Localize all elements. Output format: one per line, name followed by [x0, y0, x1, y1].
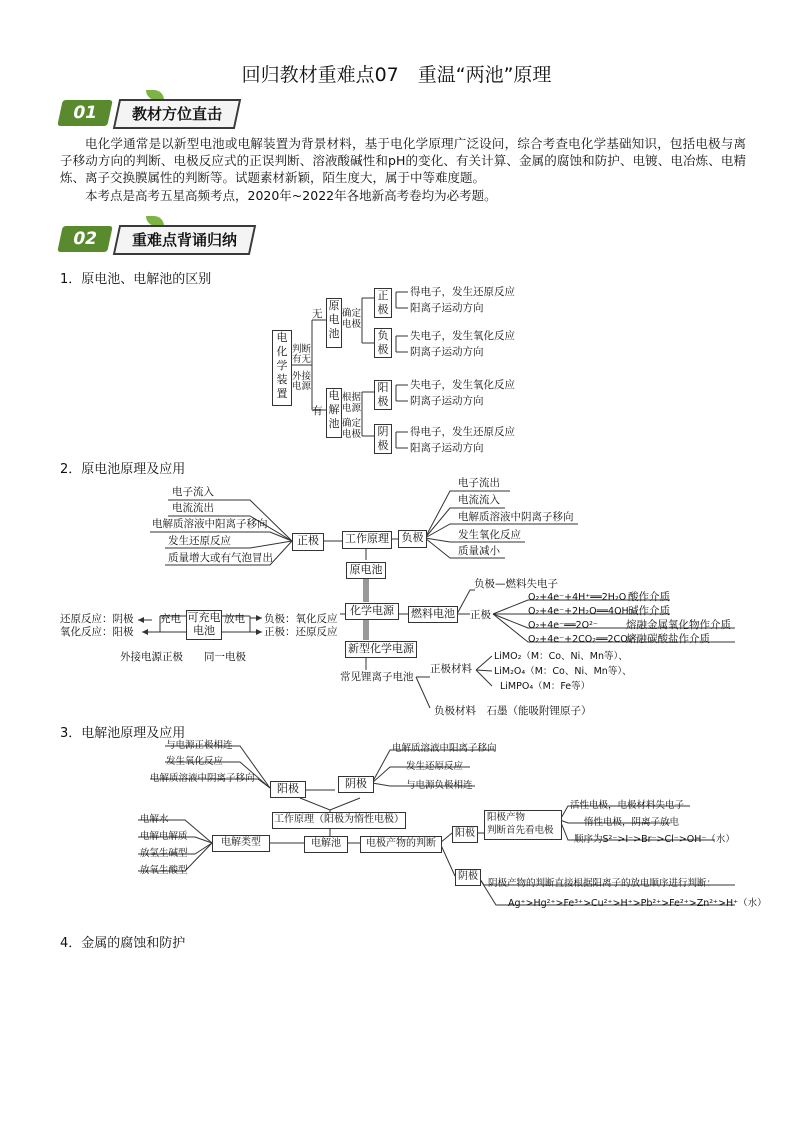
box-positive: 正极 [374, 288, 392, 318]
d2-text: 质量减小 [458, 545, 500, 557]
d2-text: 负极材料 石墨（能吸附锂原子） [434, 705, 592, 717]
label-none: 无 [312, 308, 323, 320]
d1-text: 阴离子运动方向 [410, 346, 484, 358]
d2-text: LiMPO₄（M：Fe等） [500, 681, 591, 692]
box-positive: 正极 [292, 533, 324, 551]
d3-text: 与电源正极相连 [166, 740, 233, 751]
section-label: 教材方位直击 [113, 99, 241, 129]
d1-text: 阴离子运动方向 [410, 395, 484, 407]
d3-text: 活性电极，电极材料失电子 [570, 800, 685, 811]
d3-text: 放氢生碱型 [140, 848, 188, 859]
box-electrode-product: 电极产物的判断 [360, 836, 442, 853]
d2-text: 电解质溶液中阴离子移向 [458, 511, 574, 523]
intro-paragraph: 电化学通常是以新型电池或电解装置为背景材料，基于电化学原理广泛设问，综合考查电化学基础知识，包括电极与离子移动方向的判断、电极反应式的正误判断、溶液酸碱性和pH的变化、有关计算、金属的腐蚀和防护、电镀、电冶炼、电精炼、离子交换膜属性的判断等。试题素材新颖，陌生度大，属于中等难度题。 [60, 136, 746, 185]
equation: O₂+4e⁻+2H₂O══4OH⁻ [528, 606, 634, 617]
d2-text: 正极：还原反应 [264, 626, 338, 638]
box-anode: 阳极 [374, 380, 392, 410]
d3-text: 电解质溶液中阳离子移向 [392, 743, 497, 754]
d3-text: 顺序为S²⁻>I⁻>Br⁻>Cl⁻>OH⁻（水） [574, 834, 735, 845]
d2-text: 负极—燃料失电子 [474, 578, 558, 590]
d2-text: 熔融金属氧化物作介质 [626, 619, 731, 631]
heading-2: 2．原电池原理及应用 [60, 462, 186, 477]
section-number: 02 [57, 226, 113, 252]
label-external-power: 外接电源 [292, 371, 312, 392]
box-anode-product [484, 810, 562, 840]
d3-text: 电解质溶液中阴离子移向 [150, 773, 255, 784]
d2-text: 发生氧化反应 [458, 529, 521, 541]
box-rechargeable-battery: 可充电电池 [186, 610, 222, 640]
d3-text: 发生还原反应 [406, 761, 464, 772]
d2-text: 充电 [160, 613, 181, 625]
box-cathode: 阴极 [338, 776, 374, 793]
d2-text: 正极材料 [430, 663, 472, 675]
box-electrolysis-type: 电解类型 [212, 835, 270, 852]
d2-text: 电流流出 [172, 502, 214, 514]
d1-text: 失电子，发生氧化反应 [410, 379, 515, 391]
box-new-chemical-power: 新型化学电源 [345, 641, 417, 658]
box-fuel-cell: 燃料电池 [408, 606, 458, 623]
d2-text: 酸作介质 [628, 591, 670, 603]
d1-text: 阳离子运动方向 [410, 302, 484, 314]
box-cathode: 阴极 [374, 424, 392, 454]
label-determine-electrode-2: 确定电极 [342, 418, 362, 440]
d2-text: LiM₂O₄（M：Co、Ni、Mn等）、 [494, 666, 632, 677]
equation: O₂+4e⁻══2O²⁻ [528, 620, 598, 631]
box-electrolytic-cell: 电解池 [326, 388, 342, 438]
box-electrochem-device: 电化学装置 [272, 330, 292, 406]
d2-text: 放电 [224, 613, 245, 625]
d2-text: 负极：氧化反应 [264, 613, 338, 625]
d2-text: 质量增大或有气泡冒出 [168, 552, 273, 564]
d2-text: 氧化反应：阳极 [60, 626, 134, 638]
d1-text: 得电子，发生还原反应 [410, 286, 515, 298]
d3-text: 惰性电极，阴离子放电 [584, 817, 680, 828]
label-judge: 判断有无 [292, 344, 312, 365]
d2-text: 同一电极 [204, 651, 246, 663]
box-anode-2: 阳极 [452, 826, 478, 843]
d3-text: 发生氧化反应 [166, 756, 224, 767]
d1-text: 阳离子运动方向 [410, 442, 484, 454]
d2-text: 外接电源正极 [120, 651, 183, 663]
d3-text: 阴极产物的判断直接根据阳离子的放电顺序进行判断： [488, 878, 717, 889]
heading-3: 3．电解池原理及应用 [60, 726, 186, 741]
d2-text: 电流流入 [458, 494, 500, 506]
anode-product-line2: 判断首先看电极 [487, 825, 554, 836]
frequency-paragraph: 本考点是高考五星高频考点，2020年~2022年各地新高考卷均为必考题。 [85, 188, 497, 203]
d2-text: 电子流出 [458, 477, 500, 489]
anode-product-line1: 阳极产物 [487, 812, 526, 823]
d2-text: 常见锂离子电池 [340, 671, 414, 683]
box-negative: 负极 [398, 530, 427, 548]
d2-text: 正极 [470, 609, 491, 621]
d3-text: 电解电解质 [140, 831, 188, 842]
equation: O₂+4e⁻+4H⁺══2H₂O [528, 592, 627, 603]
d3-text: 与电源负极相连 [406, 780, 473, 791]
d3-text: 电解水 [140, 814, 169, 825]
box-electrolytic-cell: 电解池 [304, 836, 348, 853]
box-working-principle: 工作原理 [342, 531, 392, 549]
box-anode: 阳极 [270, 781, 306, 798]
d1-text: 得电子，发生还原反应 [410, 426, 515, 438]
heading-4: 4．金属的腐蚀和防护 [60, 936, 186, 951]
d2-text: 还原反应：阴极 [60, 613, 134, 625]
d2-text: 熔融碳酸盐作介质 [626, 633, 710, 645]
d2-text: 电解质溶液中阳离子移向 [152, 518, 268, 530]
section-number: 01 [57, 100, 113, 126]
box-negative: 负极 [374, 328, 392, 358]
label-determine-electrode: 确定电极 [342, 308, 362, 330]
d2-text: 碱作介质 [628, 605, 670, 617]
box-galvanic-cell: 原电池 [326, 298, 342, 348]
equation: O₂+4e⁻+2CO₂══2CO₃²⁻ [528, 634, 641, 645]
d2-text: 发生还原反应 [168, 535, 231, 547]
box-working-principle-inert: 工作原理（阳极为惰性电极） [272, 812, 406, 829]
box-galvanic-cell: 原电池 [346, 562, 386, 579]
d3-text: 放氧生酸型 [140, 865, 188, 876]
label-has: 有 [312, 405, 323, 417]
label-by-power: 根据电源 [342, 392, 362, 414]
heading-1: 1．原电池、电解池的区别 [60, 272, 212, 287]
d1-text: 失电子，发生氧化反应 [410, 330, 515, 342]
d2-text: 电子流入 [172, 486, 214, 498]
section-label: 重难点背诵归纳 [113, 225, 256, 255]
box-cathode-2: 阴极 [455, 869, 481, 886]
d3-text: Ag⁺>Hg²⁺>Fe³⁺>Cu²⁺>H⁺>Pb²⁺>Fe²⁺>Zn²⁺>H⁺（水） [508, 898, 767, 909]
box-chemical-power: 化学电源 [345, 603, 399, 620]
page-title: 回归教材重难点07 重温“两池”原理 [241, 64, 552, 86]
d2-text: LiMO₂（M：Co、Ni、Mn等）、 [494, 651, 628, 662]
